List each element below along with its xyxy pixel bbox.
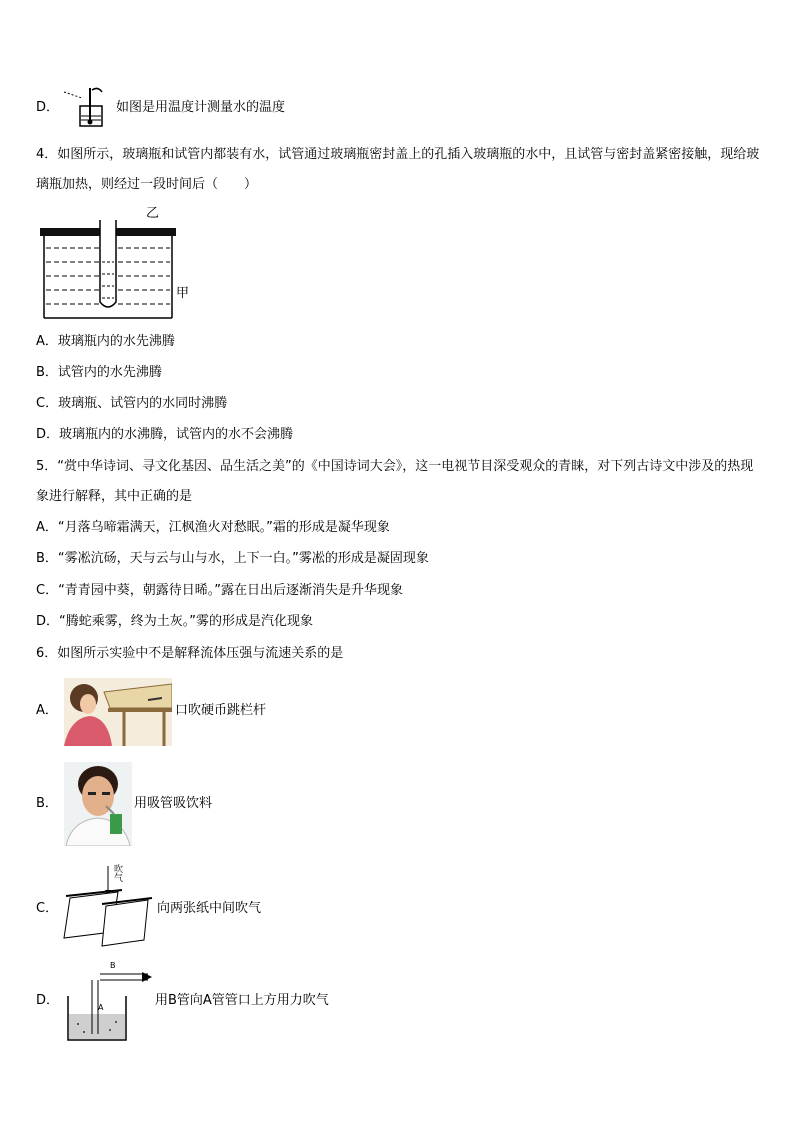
- q6-option-d-fig-a: A: [98, 1003, 104, 1012]
- q4-option-d: D．玻璃瓶内的水沸腾，试管内的水不会沸腾: [36, 427, 294, 442]
- q6-option-c-blow-label: 吹气: [112, 864, 122, 882]
- thermometer-beaker-figure: [62, 84, 110, 128]
- q5-option-a: A．“月落乌啼霜满天，江枫渔火对愁眠。”霜的形成是凝华现象: [36, 520, 390, 535]
- q6-option-d-text: 用B管向A管管口上方用力吹气: [155, 993, 329, 1008]
- q6-option-c-text: 向两张纸中间吹气: [157, 901, 262, 916]
- q5-option-b: B．“雾凇沆砀，天与云与山与水，上下一白。”雾凇的形成是凝固现象: [36, 551, 429, 566]
- bottle-testtube-figure: [38, 218, 198, 322]
- q4-option-c: C．玻璃瓶、试管内的水同时沸腾: [36, 396, 228, 411]
- q5-option-d: D．“腾蛇乘雾，终为土灰。”雾的形成是汽化现象: [36, 614, 313, 629]
- q4-stem: 4．如图所示，玻璃瓶和试管内都装有水，试管通过玻璃瓶密封盖上的孔插入玻璃瓶的水中，且试管与密封盖紧密接触，现给玻璃瓶加热，则经过一段时间后（ ）: [36, 147, 760, 192]
- q4-label-jia: 甲: [176, 286, 190, 301]
- q6-option-a-letter: A．: [36, 703, 58, 718]
- q6-option-a-text: 口吹硬币跳栏杆: [175, 703, 267, 718]
- q4-option-a: A．玻璃瓶内的水先沸腾: [36, 334, 175, 349]
- q4-option-b: B．试管内的水先沸腾: [36, 365, 162, 380]
- q5-option-c: C．“青青园中葵，朝露待日晞。”露在日出后逐渐消失是升华现象: [36, 583, 404, 598]
- q6-option-d-fig-b: B: [110, 961, 116, 970]
- q6-option-b-letter: B．: [36, 796, 58, 811]
- q6-option-d-letter: D．: [36, 993, 60, 1008]
- two-papers-figure: [62, 864, 154, 950]
- q3-option-d-letter: D．: [36, 100, 60, 115]
- q6-stem: 6．如图所示实验中不是解释流体压强与流速关系的是: [36, 646, 344, 661]
- q3-option-d-text: 如图是用温度计测量水的温度: [116, 100, 286, 115]
- q5-stem: 5．“赏中华诗词、寻文化基因、品生活之美”的《中国诗词大会》，这一电视节目深受观众的青睐，对下列古诗文中涉及的热现象进行解释，其中正确的是: [36, 459, 754, 504]
- q6-option-c-letter: C．: [36, 901, 59, 916]
- q4-label-yi: 乙: [146, 206, 160, 221]
- blow-tube-figure: [64, 960, 156, 1042]
- straw-drink-photo: [64, 762, 132, 846]
- q6-option-b-text: 用吸管吸饮料: [134, 796, 213, 811]
- coin-jump-photo: [64, 678, 172, 746]
